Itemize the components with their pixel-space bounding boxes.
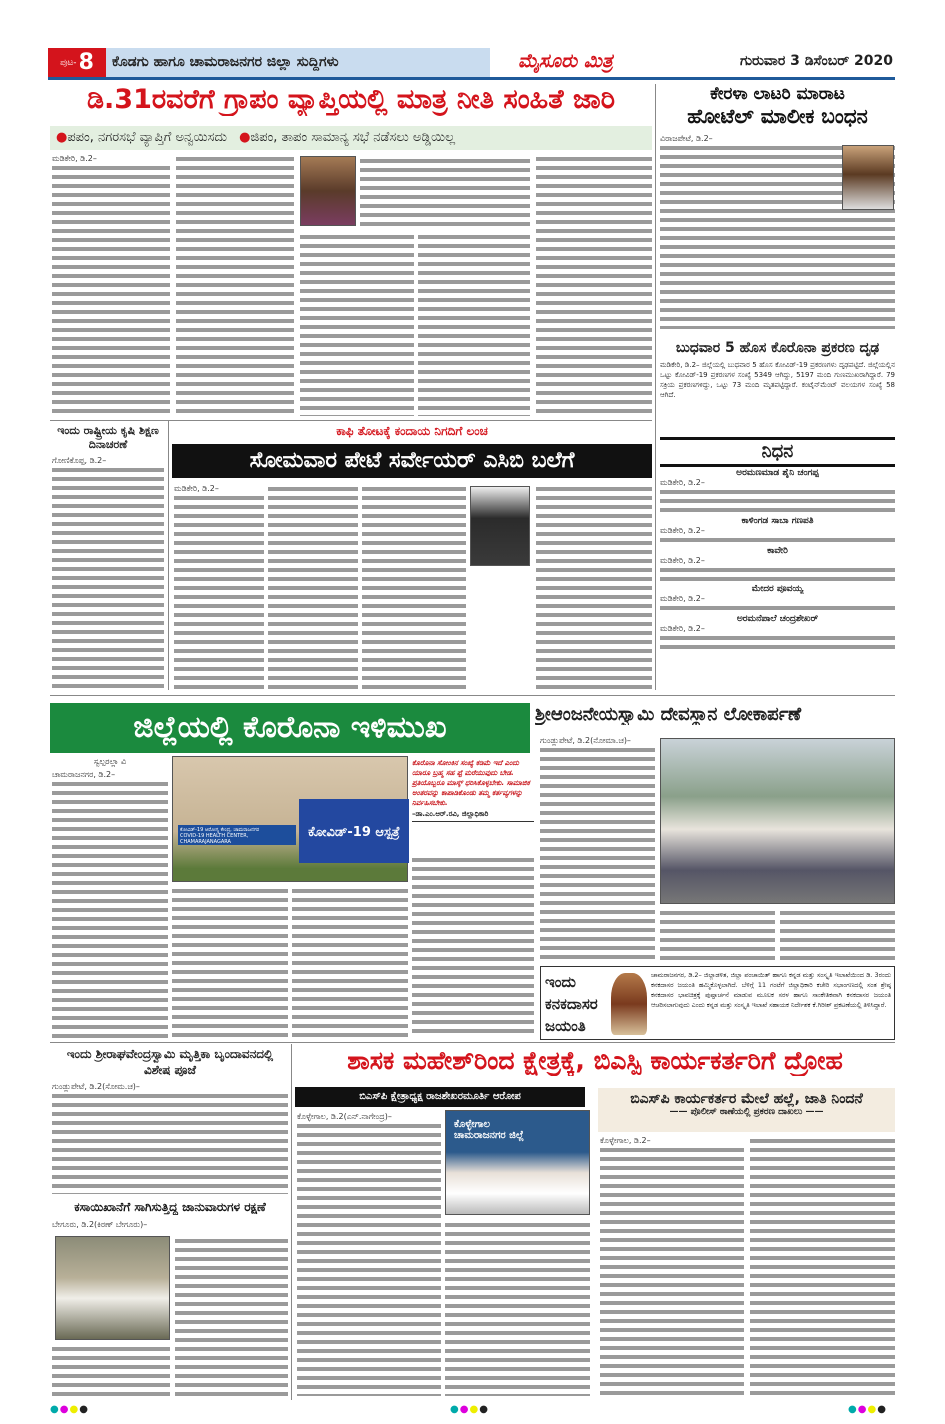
raghavendra-headline: ಇಂದು ಶ್ರೀರಾಘವೇಂದ್ರಸ್ವಾಮಿ ಮೃತ್ತಿಕಾ ಬೃಂದಾವನದಲ್ಲಿ ವಿಶೇಷ ಪೂಜೆ xyxy=(66,1047,274,1077)
obituary-dateline: ಮಡಿಕೇರಿ, ಡಿ.2– xyxy=(660,594,895,603)
covid-hospital-photo xyxy=(172,756,408,882)
acb-body-col1 xyxy=(174,484,264,690)
temple-body-col3 xyxy=(780,908,895,962)
bsp-subhead: ಬಿಎಸ್‌ಪಿ ಕ್ಷೇತ್ರಾಧ್ಯಕ್ಷ ರಾಜಶೇಖರಮೂರ್ತಿ ಆರೋಪ xyxy=(295,1087,585,1107)
obituary-list xyxy=(660,468,895,652)
corona-cases-headline: ಬುಧವಾರ 5 ಹೊಸ ಕೊರೊನಾ ಪ್ರಕರಣ ದೃಢ xyxy=(675,340,880,356)
cattle-body-top xyxy=(52,1220,288,1232)
bsp-side-subhead: —— ಪೊಲೀಸ್ ಠಾಣೆಯಲ್ಲಿ ಪ್ರಕರಣ ದಾಖಲು —— xyxy=(669,1107,824,1117)
corona-dateline: ಚಾಮರಾಜನಗರ, ಡಿ.2– xyxy=(52,770,168,779)
lead-body-col4 xyxy=(418,232,530,416)
obituary-dateline: ಮಡಿಕೇರಿ, ಡಿ.2– xyxy=(660,556,895,565)
temple-dateline: ಗುಂಡ್ಲುಪೇಟೆ, ಡಿ.2(ನೋಮಾ.ಚ)– xyxy=(540,736,655,745)
photo-caption-text xyxy=(360,156,530,226)
acb-body-col2 xyxy=(268,484,358,690)
bsp-body-col2 xyxy=(445,1220,590,1396)
temple-headline: ಶ್ರೀಆಂಜನೇಯಸ್ವಾಮಿ ದೇವಸ್ಥಾನ ಲೋಕಾರ್ಪಣೆ xyxy=(535,704,802,725)
kerala-headline-line2: ಹೋಟೆಲ್ ಮಾಲೀಕ ಬಂಧನ xyxy=(687,104,868,128)
corona-body-col1 xyxy=(52,770,168,1038)
bsp-body-col1 xyxy=(297,1112,441,1396)
agri-day-body xyxy=(52,456,164,688)
newspaper-logo: ಮೈಸೂರು ಮಿತ್ರ xyxy=(518,50,613,72)
official-photo xyxy=(300,156,356,226)
obituary-item xyxy=(660,516,895,546)
kanakadasa-box xyxy=(540,966,895,1040)
obituary-name: ಕಾಳಿಂಗಡ ಸಾಬಾ ಗಣಪತಿ xyxy=(741,516,814,526)
corona-cases-body: ಮಡಿಕೇರಿ, ಡಿ.2– ಜಿಲ್ಲೆಯಲ್ಲಿ ಬುಧವಾರ 5 ಹೊಸ ಕೋವಿಡ್-19 ಪ್ರಕರಣಗಳು ದೃಢಪಟ್ಟಿದೆ. ಜಿಲ್ಲೆಯಲ್ಲಿನ ಒಟ್ಟು ಕೋವಿಡ್-19 ಪ್ರಕರಣಗಳ ಸಂಖ್ಯೆ 5349 ಆಗಿದ್ದು, 5197 ಮಂದಿ ಗುಣಮುಖರಾಗಿದ್ದಾರೆ. 79 ಸಕ್ರಿಯ ಪ್ರಕರಣಗಳಿದ್ದು, ಒಟ್ಟು 73 ಮಂದಿ ಮೃತಪಟ್ಟಿದ್ದಾರೆ. ಕಂಟೈನ್‌ಮೆಂಟ್ ವಲಯಗಳ ಸಂಖ್ಯೆ 58 ಆಗಿದೆ. xyxy=(660,361,895,399)
registration-marks-right: ●●●● xyxy=(848,1404,887,1415)
lead-bullet: ಪಪಂ, ನಗರಸಭೆ ವ್ಯಾಪ್ತಿಗೆ ಅನ್ವಯಿಸದು xyxy=(67,130,227,145)
lead-headline: ಡಿ.31ರವರೆಗೆ ಗ್ರಾಪಂ ವ್ಯಾಪ್ತಿಯಲ್ಲಿ ಮಾತ್ರ ನೀತಿ ಸಂಹಿತೆ ಜಾರಿ xyxy=(87,84,615,115)
lead-body-col1 xyxy=(52,154,170,416)
acb-dateline: ಮಡಿಕೇರಿ, ಡಿ.2– xyxy=(174,484,264,493)
collector-quote xyxy=(412,758,534,822)
kanakadasa-illustration xyxy=(611,973,647,1035)
surveyor-photo xyxy=(470,486,530,566)
bsp-side-col2 xyxy=(750,1136,895,1396)
corona-byline: ಸ್ವಲ್ಪರಲ್ಲಾ ವಿ xyxy=(93,757,127,766)
accused-photo xyxy=(842,145,894,210)
acb-kicker: ಕಾಫಿ ತೋಟಕ್ಕೆ ಕಂದಾಯ ನಿಗದಿಗೆ ಲಂಚ xyxy=(336,424,488,438)
obituary-text xyxy=(660,624,895,652)
corona-body-col4 xyxy=(412,855,534,1038)
obituary-item xyxy=(660,546,895,584)
obituary-item xyxy=(660,468,895,516)
kanakadasa-body: ಚಾಮರಾಜನಗರ, ಡಿ.2– ಜಿಲ್ಲಾಡಳಿತ, ಜಿಲ್ಲಾ ಪಂಚಾಯಿತ್ ಹಾಗೂ ಕನ್ನಡ ಮತ್ತು ಸಂಸ್ಕೃತಿ ಇಲಾಖೆಯಿಂದ ಡಿ. 3ರಂದು ಕನಕದಾಸರ ಜಯಂತಿ ಹಮ್ಮಿಕೊಳ್ಳಲಾಗಿದೆ. ಬೆಳಿಗ್ಗೆ 11 ಗಂಟೆಗೆ ಜಿಲ್ಲಾಧಿಕಾರಿ ಕಚೇರಿ ಸಭಾಂಗಣದಲ್ಲಿ ಸಂತ ಶ್ರೇಷ್ಠ ಕನಕದಾಸರ ಭಾವಚಿತ್ರಕ್ಕೆ ಪುಷ್ಪಾರ್ಚನೆ ಮಾಡುವ ಮೂಲಕ ಸರಳ ಹಾಗೂ ಸಾಂಕೇತಿಕವಾಗಿ ಕನಕದಾಸರ ಜಯಂತಿ ಆಚರಿಸಲಾಗುವುದು ಎಂದು ಕನ್ನಡ ಮತ್ತು ಸಂಸ್ಕೃತಿ ಇಲಾಖೆ ಸಹಾಯಕ ನಿರ್ದೇಶಕ ಕೆ.ಗಿರೀಶ್ ಪ್ರಕಟಣೆಯಲ್ಲಿ ತಿಳಿಸಿದ್ದಾರೆ. xyxy=(651,971,891,1009)
issue-date: ಗುರುವಾರ 3 ಡಿಸೆಂಬರ್ 2020 xyxy=(740,53,893,69)
bsp-dateline: ಕೊಳ್ಳೇಗಾಲ, ಡಿ.2(ಎನ್.ನಾಗೇಂದ್ರ)– xyxy=(297,1112,441,1121)
raghavendra-dateline: ಗುಂಡ್ಲುಪೇಟೆ, ಡಿ.2(ಸೋಮ.ಚ)– xyxy=(52,1082,288,1091)
cattle-dateline: ಬೇಗೂರು, ಡಿ.2(ಕಿರಣ್ ಬೇಗೂರು)– xyxy=(52,1220,288,1229)
page-label: ಪುಟ- xyxy=(60,57,77,68)
corona-body-col2 xyxy=(172,886,288,1038)
acb-body-col4 xyxy=(416,484,466,690)
lead-body-col2 xyxy=(176,154,294,416)
kerala-headline xyxy=(660,84,895,128)
obituary-text xyxy=(660,478,895,516)
quote-author: –ಡಾ.ಎಂ.ಆರ್.ರವಿ, ಜಿಲ್ಲಾಧಿಕಾರಿ xyxy=(412,808,534,822)
kerala-dateline: ವಿರಾಜಪೇಟೆ, ಡಿ.2– xyxy=(660,134,895,143)
raghavendra-body xyxy=(52,1082,288,1194)
photo-banner-text: ಕೊಳ್ಳೇಗಾಲ ಚಾಮರಾಜನಗರ ಜಿಲ್ಲೆ xyxy=(454,1119,524,1141)
acb-headline: ಸೋಮವಾರ ಪೇಟೆ ಸರ್ವೇಯರ್ ಎಸಿಬಿ ಬಲೆಗೆ xyxy=(172,444,652,478)
obituary-text xyxy=(660,556,895,584)
sign-text-english: COVID-19 HEALTH CENTER, CHAMARAJANAGARA xyxy=(180,833,249,845)
hospital-sign-large xyxy=(299,799,409,863)
obituary-text xyxy=(660,594,895,614)
lead-bullet: ಜಿಪಂ, ತಾಪಂ ಸಾಮಾನ್ಯ ಸಭೆ ನಡೆಸಲು ಅಡ್ಡಿಯಿಲ್ಲ xyxy=(250,130,456,145)
cattle-body-bottom xyxy=(52,1344,170,1396)
temple-body-col1 xyxy=(540,736,655,962)
registration-marks-center: ●●●● xyxy=(450,1404,489,1415)
sign-text-kannada: ಕೋವಿಡ್-19 ಆರೋಗ್ಯ ಕೇಂದ್ರ, ಚಾಮರಾಜನಗರ xyxy=(180,827,260,833)
sign-text-big: ಕೋವಿಡ್-19 ಆಸ್ಪತ್ರೆ xyxy=(308,825,400,840)
bsp-side-col1 xyxy=(600,1136,744,1396)
kerala-headline-line1: ಕೇರಳಾ ಲಾಟರಿ ಮಾರಾಟ xyxy=(710,84,845,104)
cattle-body-col1 xyxy=(175,1236,288,1396)
temple-inauguration-photo xyxy=(660,738,895,904)
obituary-dateline: ಮಡಿಕೇರಿ, ಡಿ.2– xyxy=(660,526,895,535)
bsp-side-subhead-text: ಪೊಲೀಸ್ ಠಾಣೆಯಲ್ಲಿ ಪ್ರಕರಣ ದಾಖಲು xyxy=(690,1107,803,1117)
lead-subhead: ●ಪಪಂ, ನಗರಸಭೆ ವ್ಯಾಪ್ತಿಗೆ ಅನ್ವಯಿಸದು ●ಜಿಪಂ, ತಾಪಂ ಸಾಮಾನ್ಯ ಸಭೆ ನಡೆಸಲು ಅಡ್ಡಿಯಿಲ್ಲ xyxy=(50,126,652,150)
obituary-dateline: ಮಡಿಕೇರಿ, ಡಿ.2– xyxy=(660,478,895,487)
press-meet-photo xyxy=(445,1110,590,1215)
bsp-side-dateline: ಕೊಳ್ಳೇಗಾಲ, ಡಿ.2– xyxy=(600,1136,744,1145)
page-number: 8 xyxy=(78,50,94,75)
obituary-item xyxy=(660,584,895,614)
agri-day-dateline: ಗೋಣಿಕೊಪ್ಪ, ಡಿ.2– xyxy=(52,456,164,465)
masthead xyxy=(48,48,895,80)
quote-text: ಕೊರೊನಾ ಸೋಂಕಿನ ಸಂಖ್ಯೆ ಕಡಿಮೆ ಇದೆ ಎಂದು ಯಾರೂ ಬ್ರಹ್ಮ ಸಹ ಪ್ಟೆ ಮರೆಯುವುದು ಬೇಡ. ಪ್ರತಿಯೊಬ್ಬರೂ ಮಾಸ್ಕ್ ಧರಿಸಿಕೊಳ್ಳಬೇಕು. ಸಾಮಾಜಿಕ ಅಂತರವನ್ನು ಕಾಪಾಡಿಕೊಂಡು ತಮ್ಮ ಕರ್ತವ್ಯಗಳನ್ನು ನಿರ್ವಹಿಸಬೇಕು. xyxy=(412,759,530,807)
obituary-name: ಮೇದರ ಪೂವಯ್ಯ xyxy=(751,584,804,594)
bsp-side-headline: ಬಿಎಸ್‌ಪಿ ಕಾರ್ಯಕರ್ತರ ಮೇಲೆ ಹಲ್ಲೆ, ಜಾತಿ ನಿಂದನೆ xyxy=(630,1091,863,1107)
section-title: ಕೊಡಗು ಹಾಗೂ ಚಾಮರಾಜನಗರ ಜಿಲ್ಲಾ ಸುದ್ದಿಗಳು xyxy=(106,48,490,77)
temple-body-col2 xyxy=(660,908,775,962)
obituary-dateline: ಮಡಿಕೇರಿ, ಡಿ.2– xyxy=(660,624,895,633)
kanakadasa-title: ಇಂದು ಕನಕದಾಸರ ಜಯಂತಿ xyxy=(545,973,598,1035)
acb-body-col5 xyxy=(536,484,652,690)
agri-day-headline: ಇಂದು ರಾಷ್ಟ್ರೀಯ ಕೃಷಿ ಶಿಕ್ಷಣ ದಿನಾಚರಣೆ xyxy=(57,424,159,451)
bsp-headline: ಶಾಸಕ ಮಹೇಶ್‌ರಿಂದ ಕ್ಷೇತ್ರಕ್ಕೆ, ಬಿಎಸ್ಪಿ ಕಾರ್ಯಕರ್ತರಿಗೆ ದ್ರೋಹ xyxy=(347,1046,843,1075)
corona-body-col3 xyxy=(292,886,408,1038)
lead-dateline: ಮಡಿಕೇರಿ, ಡಿ.2– xyxy=(52,154,170,163)
hospital-sign-small xyxy=(178,825,296,845)
page-number-badge xyxy=(48,48,106,77)
cattle-headline: ಕಸಾಯಿಖಾನೆಗೆ ಸಾಗಿಸುತ್ತಿದ್ದ ಜಾನುವಾರುಗಳ ರಕ್ಷಣೆ xyxy=(74,1200,266,1214)
obituary-title: ನಿಧನ xyxy=(660,437,895,467)
obituary-name: ಅರಮನೆಪಾಲೆ ಚಂದ್ರಶೇಖರ್ xyxy=(736,614,819,624)
obituary-name: ಕಾವೇರಿ xyxy=(767,546,788,556)
rescued-cattle-photo xyxy=(55,1236,170,1340)
registration-marks-left: ●●●● xyxy=(50,1404,89,1415)
corona-decline-headline: ಜಿಲ್ಲೆಯಲ್ಲಿ ಕೊರೊನಾ ಇಳಿಮುಖ xyxy=(50,703,530,753)
lead-body-col5 xyxy=(536,154,652,416)
bsp-side-header xyxy=(598,1088,895,1132)
obituary-item xyxy=(660,614,895,652)
obituary-name: ಅರಮಣಮಾಡ ಶೈನಿ ಚಂಗಪ್ಪ xyxy=(736,468,819,478)
obituary-text xyxy=(660,526,895,546)
lead-body-col3 xyxy=(300,232,414,416)
